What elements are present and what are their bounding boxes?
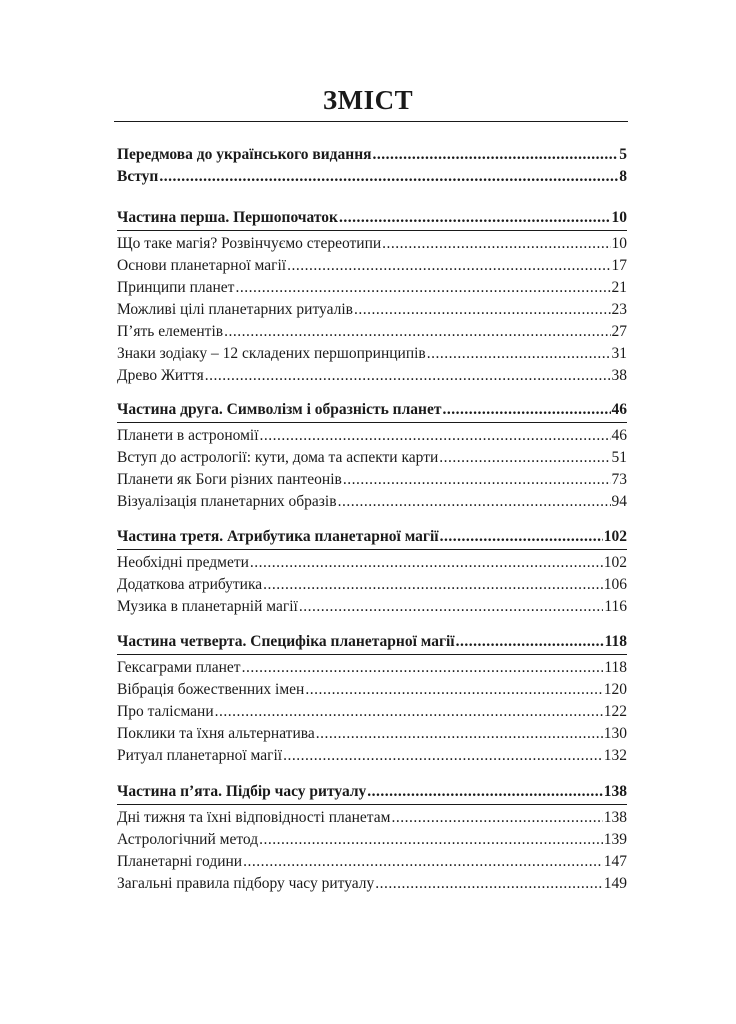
dot-leader	[354, 299, 611, 321]
toc-page-number: 120	[603, 681, 627, 698]
dot-leader	[263, 574, 603, 596]
toc-page-number: 27	[611, 323, 627, 340]
dot-leader	[440, 526, 603, 548]
toc-label: Астрологічний метод	[117, 831, 259, 848]
toc-entry[interactable]	[117, 873, 627, 895]
dot-leader	[224, 321, 610, 343]
toc-page-number: 94	[611, 493, 627, 510]
toc-entry[interactable]	[117, 321, 627, 343]
toc-page-number: 10	[611, 235, 627, 252]
toc-label: Необхідні предмети	[117, 554, 249, 571]
dot-leader	[243, 851, 603, 873]
toc-label: Частина п’ята. Підбір часу ритуалу	[117, 783, 367, 800]
dot-leader	[338, 491, 611, 513]
toc-label: Принципи планет	[117, 279, 235, 296]
dot-leader	[260, 425, 611, 447]
toc-entry[interactable]	[117, 851, 627, 873]
toc-page-number: 5	[619, 146, 627, 163]
toc-label: Гексаграми планет	[117, 659, 241, 676]
toc-entry[interactable]	[117, 255, 627, 277]
toc-page-number: 46	[611, 427, 627, 444]
toc-page-number: 102	[603, 554, 627, 571]
toc-entry[interactable]	[117, 299, 627, 321]
toc-label: Музика в планетарній магії	[117, 598, 298, 615]
toc-entry[interactable]	[117, 723, 627, 745]
toc-page-number: 132	[603, 747, 627, 764]
dot-leader	[375, 873, 602, 895]
section-divider	[117, 230, 627, 231]
toc-entry[interactable]	[117, 679, 627, 701]
toc-label: Поклики та їхня альтернатива	[117, 725, 315, 742]
toc-label: Можливі цілі планетарних ритуалів	[117, 301, 353, 318]
toc-page-number: 31	[611, 345, 627, 362]
toc-entry[interactable]	[117, 807, 627, 829]
toc-page-number: 149	[603, 875, 627, 892]
toc-label: Планети в астрономії	[117, 427, 259, 444]
toc-page-number: 21	[611, 279, 627, 296]
toc-front-entry[interactable]	[117, 166, 627, 188]
toc-page-number: 73	[611, 471, 627, 488]
toc-entry[interactable]	[117, 596, 627, 618]
toc-label: Частина третя. Атрибутика планетарної магії	[117, 528, 439, 545]
toc-label: Основи планетарної магії	[117, 257, 287, 274]
toc-label: Передмова до українського видання	[117, 146, 372, 163]
toc-label: Частина друга. Символізм і образність планет	[117, 401, 442, 418]
toc-page-number: 122	[603, 703, 627, 720]
toc-entry[interactable]	[117, 552, 627, 574]
toc-label: П’ять елементів	[117, 323, 224, 340]
page-title: ЗМІСТ	[322, 85, 414, 115]
toc-part-heading[interactable]	[117, 526, 627, 548]
toc-label: Знаки зодіаку – 12 складених першопринципів	[117, 345, 426, 362]
toc-entry[interactable]	[117, 233, 627, 255]
toc-label: Ритуал планетарної магії	[117, 747, 283, 764]
toc-label: Додаткова атрибутика	[117, 576, 263, 593]
toc-label: Що таке магія? Розвінчуємо стереотипи	[117, 235, 382, 252]
dot-leader	[439, 447, 610, 469]
dot-leader	[373, 144, 619, 166]
dot-leader	[215, 701, 603, 723]
toc-label: Древо Життя	[117, 367, 204, 384]
toc-page-number: 46	[611, 401, 627, 418]
dot-leader	[259, 829, 603, 851]
toc-part-heading[interactable]	[117, 781, 627, 803]
toc-entry[interactable]	[117, 657, 627, 679]
toc-page-number: 116	[604, 598, 627, 615]
toc-page-number: 118	[604, 633, 627, 650]
toc-entry[interactable]	[117, 469, 627, 491]
toc-entry[interactable]	[117, 701, 627, 723]
toc-page-number: 10	[611, 209, 627, 226]
section-divider	[117, 549, 627, 550]
dot-leader	[367, 781, 602, 803]
dot-leader	[305, 679, 602, 701]
section-divider	[117, 422, 627, 423]
toc-page-number: 139	[603, 831, 627, 848]
toc-page-number: 8	[619, 168, 627, 185]
toc-label: Планети як Боги різних пантеонів	[117, 471, 342, 488]
toc-page-number: 147	[603, 853, 627, 870]
toc-label: Загальні правила підбору часу ритуалу	[117, 875, 375, 892]
title-rule	[114, 121, 628, 122]
dot-leader	[456, 631, 604, 653]
dot-leader	[287, 255, 610, 277]
toc-entry[interactable]	[117, 491, 627, 513]
dot-leader	[391, 807, 602, 829]
dot-leader	[382, 233, 610, 255]
toc-page-number: 138	[603, 783, 627, 800]
toc-entry[interactable]	[117, 574, 627, 596]
dot-leader	[427, 343, 611, 365]
dot-leader	[159, 166, 618, 188]
toc-part-heading[interactable]	[117, 207, 627, 229]
toc-page-number: 102	[603, 528, 627, 545]
toc-label: Частина перша. Першопочаток	[117, 209, 338, 226]
toc-entry[interactable]	[117, 343, 627, 365]
toc-entry[interactable]	[117, 277, 627, 299]
dot-leader	[205, 365, 611, 387]
toc-label: Вступ	[117, 168, 159, 185]
toc-page-number: 138	[603, 809, 627, 826]
toc-page-number: 106	[603, 576, 627, 593]
toc-page-number: 23	[611, 301, 627, 318]
toc-part-heading[interactable]	[117, 399, 627, 421]
dot-leader	[250, 552, 603, 574]
dot-leader	[235, 277, 610, 299]
dot-leader	[299, 596, 604, 618]
toc-label: Планетарні години	[117, 853, 243, 870]
toc-front-entry[interactable]	[117, 144, 627, 166]
toc-entry[interactable]	[117, 447, 627, 469]
toc-page-number: 38	[611, 367, 627, 384]
dot-leader	[339, 207, 611, 229]
toc-page-number: 130	[603, 725, 627, 742]
toc-part-heading[interactable]	[117, 631, 627, 653]
toc-entry[interactable]	[117, 365, 627, 387]
toc-page-number: 17	[611, 257, 627, 274]
dot-leader	[283, 745, 603, 767]
dot-leader	[316, 723, 603, 745]
toc-entry[interactable]	[117, 425, 627, 447]
toc-entry[interactable]	[117, 745, 627, 767]
dot-leader	[242, 657, 604, 679]
toc-label: Дні тижня та їхні відповідності планетам	[117, 809, 391, 826]
toc-label: Вступ до астрології: кути, дома та аспекти карти	[117, 449, 439, 466]
toc-label: Про талісмани	[117, 703, 214, 720]
toc-label: Візуалізація планетарних образів	[117, 493, 337, 510]
toc-page-number: 51	[611, 449, 627, 466]
dot-leader	[343, 469, 611, 491]
toc-label: Вібрація божественних імен	[117, 681, 305, 698]
toc-page-number: 118	[604, 659, 627, 676]
section-divider	[117, 804, 627, 805]
toc-label: Частина четверта. Специфіка планетарної магії	[117, 633, 455, 650]
toc-entry[interactable]	[117, 829, 627, 851]
dot-leader	[442, 399, 610, 421]
section-divider	[117, 654, 627, 655]
